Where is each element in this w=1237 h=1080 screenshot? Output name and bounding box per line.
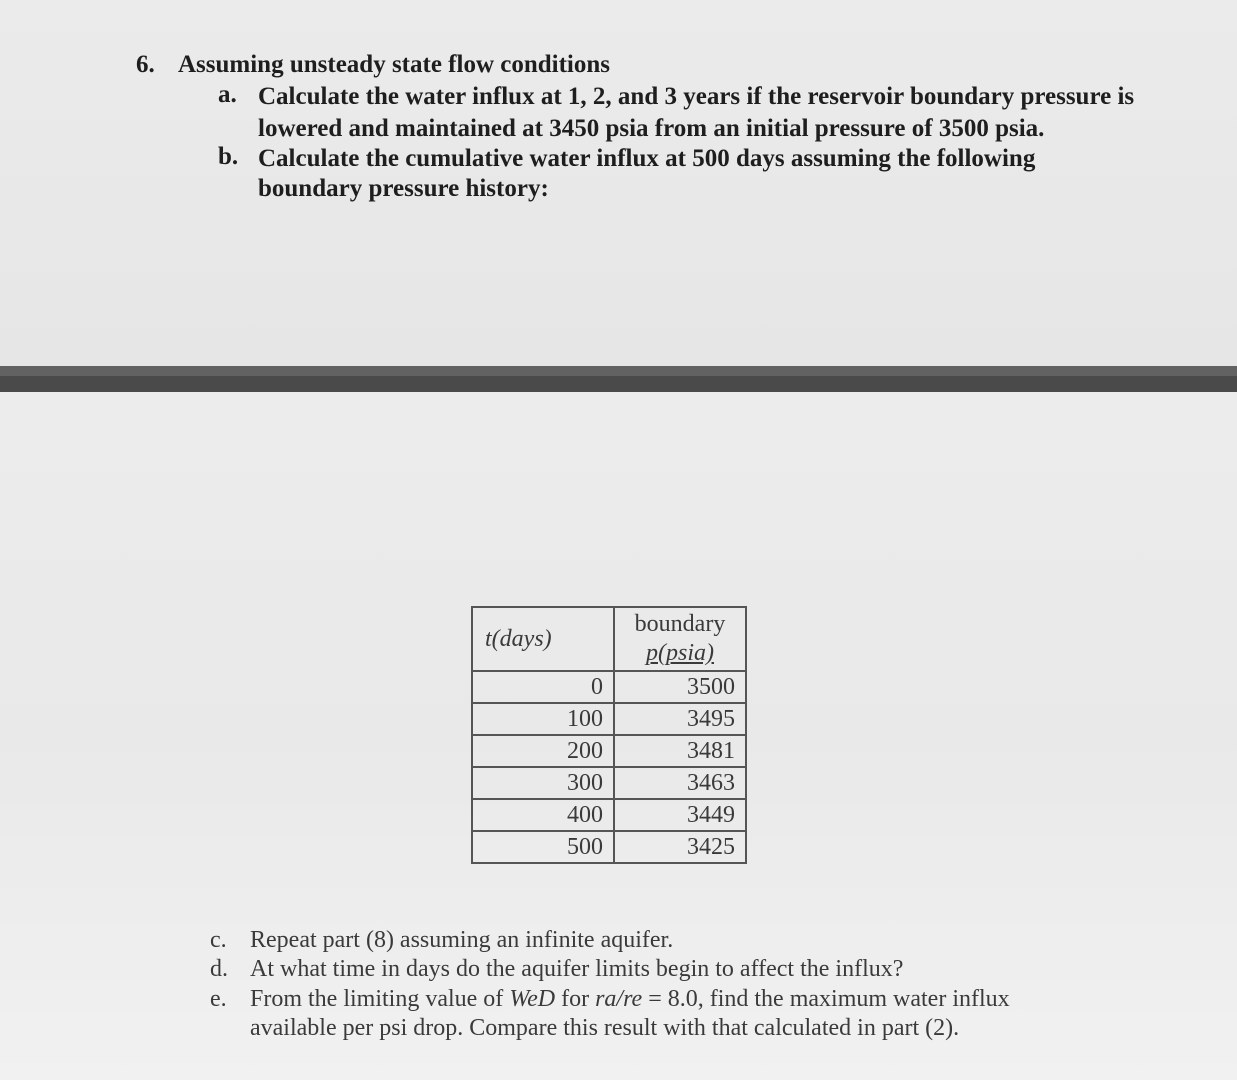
part-e-line-1 bbox=[250, 985, 1010, 1014]
cell-time: 100 bbox=[472, 703, 614, 735]
table-row bbox=[472, 799, 746, 831]
part-e-text-2: for bbox=[555, 986, 596, 1012]
part-a-line-1: Calculate the water influx at 1, 2, and 3 years if the reservoir boundary pressure is bbox=[258, 83, 1135, 110]
part-c-text: Repeat part (8) assuming an infinite aquifer. bbox=[250, 927, 674, 953]
part-b-line-2: boundary pressure history: bbox=[258, 175, 549, 202]
table-row bbox=[472, 767, 746, 799]
cell-time: 500 bbox=[472, 831, 614, 863]
part-e-line-2: available per psi drop. Compare this result with that calculated in part (2). bbox=[250, 1015, 960, 1041]
part-d-label: d. bbox=[210, 956, 228, 982]
table-row bbox=[472, 671, 746, 703]
col-header-pressure-line2: p(psia) bbox=[646, 640, 714, 666]
table-header-row bbox=[472, 607, 746, 671]
part-b-label: b. bbox=[218, 143, 239, 170]
part-c-label: c. bbox=[210, 927, 227, 953]
cell-time: 400 bbox=[472, 799, 614, 831]
cell-pressure: 3481 bbox=[614, 735, 746, 767]
table-row bbox=[472, 703, 746, 735]
cell-pressure: 3463 bbox=[614, 767, 746, 799]
question-title: Assuming unsteady state flow conditions bbox=[178, 51, 611, 78]
part-e-text-3: = 8.0, find the maximum water influx bbox=[642, 986, 1010, 1012]
part-e-text-1: From the limiting value of bbox=[250, 986, 510, 1012]
part-a-line-2: lowered and maintained at 3450 psia from an initial pressure of 3500 psia. bbox=[258, 115, 1045, 142]
cell-pressure: 3495 bbox=[614, 703, 746, 735]
col-header-pressure bbox=[614, 607, 746, 671]
part-e-label: e. bbox=[210, 986, 227, 1012]
col-header-pressure-line1: boundary bbox=[634, 611, 726, 637]
cell-time: 0 bbox=[472, 671, 614, 703]
var-ra-re: ra/re bbox=[595, 986, 643, 1012]
question-number: 6. bbox=[136, 51, 155, 78]
pressure-history-table bbox=[471, 606, 747, 864]
part-b-line-1: Calculate the cumulative water influx at 500 days assuming the following bbox=[258, 145, 1036, 172]
var-wed: WeD bbox=[509, 986, 556, 1012]
table-row bbox=[472, 735, 746, 767]
part-d-text: At what time in days do the aquifer limits begin to affect the influx? bbox=[250, 956, 904, 982]
col-header-time: t(days) bbox=[472, 607, 614, 671]
table-row bbox=[472, 831, 746, 863]
cell-pressure: 3449 bbox=[614, 799, 746, 831]
cell-time: 200 bbox=[472, 735, 614, 767]
page-divider-shade bbox=[0, 366, 1237, 376]
cell-pressure: 3425 bbox=[614, 831, 746, 863]
part-a-label: a. bbox=[218, 81, 237, 108]
cell-pressure: 3500 bbox=[614, 671, 746, 703]
cell-time: 300 bbox=[472, 767, 614, 799]
